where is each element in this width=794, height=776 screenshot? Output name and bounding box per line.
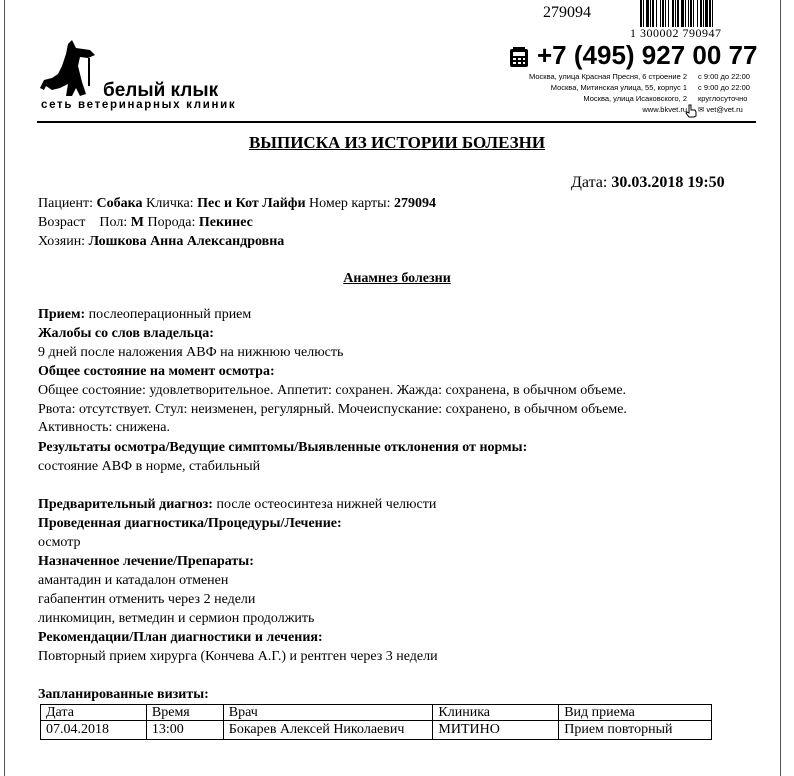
- address-line: Москва, Митинская улица, 55, корпус 1: [550, 83, 687, 92]
- treatment-line: линкомицин, ветмедин и сермион продолжить: [38, 611, 315, 626]
- diagnosis-label: Предварительный диагноз:: [38, 497, 213, 512]
- complaints-value: 9 дней после наложения АВФ на нижнюю челюсть: [38, 345, 344, 360]
- page-right-edge: [780, 0, 781, 776]
- page-left-edge: [4, 0, 5, 776]
- condition-label: [38, 364, 275, 380]
- address-line: Москва, улица Исаковского, 2: [583, 94, 687, 103]
- table-header-row: [41, 705, 712, 721]
- visits-heading: [38, 687, 209, 703]
- procedures-value: осмотр: [38, 535, 81, 550]
- visit-clinic: МИТИНО: [433, 721, 559, 740]
- card-number-value: 279094: [393, 196, 436, 211]
- barcode-text: 1 300002 790947: [630, 26, 722, 40]
- patient-label: Пациент:: [38, 196, 94, 211]
- diagnosis-line: [38, 497, 436, 513]
- visits-table: [40, 704, 712, 740]
- pet-name-label: Кличка:: [146, 196, 194, 211]
- phone-icon: [509, 46, 529, 68]
- date-label: Дата:: [571, 174, 608, 191]
- treatment-line: габапентин отменить через 2 недели: [38, 592, 256, 607]
- hours-line: с 9:00 до 22:00: [698, 83, 750, 92]
- barcode: [640, 0, 757, 27]
- visit-date: 07.04.2018: [41, 721, 147, 740]
- diagnosis-value: после остеосинтеза нижней челюсти: [216, 497, 437, 512]
- breed-label: Порода:: [147, 215, 196, 230]
- recommendations-label: [38, 630, 323, 646]
- card-number: 279094: [543, 4, 591, 21]
- procedures-label: [38, 516, 342, 532]
- barcode-stripe: [713, 0, 715, 27]
- visit-type: Прием повторный: [559, 721, 712, 740]
- patient-value: Собака: [96, 196, 143, 211]
- email-line[interactable]: [698, 104, 758, 115]
- mail-icon: ✉: [698, 105, 705, 114]
- column-header: Дата: [41, 705, 147, 721]
- column-header: Вид приема: [559, 705, 712, 721]
- column-header: Клиника: [433, 705, 559, 721]
- column-header: Время: [146, 705, 223, 721]
- hours-line: круглосуточно: [698, 94, 748, 103]
- condition-label-text: Общее состояние на момент осмотра:: [38, 364, 275, 379]
- visit-time: 13:00: [146, 721, 223, 740]
- patient-line: [38, 196, 436, 212]
- condition-line: Рвота: отсутствует. Стул: неизменен, регулярный. Мочеиспускание: сохранено, в обычном объеме.: [38, 402, 627, 417]
- owner-line: [38, 234, 284, 250]
- card-number-label: Номер карты:: [309, 196, 391, 211]
- date-line: [571, 174, 725, 192]
- complaints-label-text: Жалобы со слов владельца:: [38, 326, 214, 341]
- recommendations-value: Повторный прием хирурга (Кончева А.Г.) и рентген через 3 недели: [38, 649, 438, 664]
- sex-label: Пол:: [99, 215, 128, 230]
- date-value: 30.03.2018 19:50: [611, 174, 725, 191]
- pet-name-value: Пес и Кот Лайфи: [197, 196, 306, 211]
- reception-value: послеоперационный прием: [88, 307, 252, 322]
- condition-line: Общее состояние: удовлетворительное. Аппетит: сохранен. Жажда: сохранена, в обычном объеме.: [38, 383, 627, 398]
- visits-heading-text: Запланированные визиты:: [38, 687, 209, 702]
- dog-logo-icon: [38, 38, 98, 100]
- breed-value: Пекинес: [198, 215, 253, 230]
- recommendations-label-text: Рекомендации/План диагностики и лечения:: [38, 630, 323, 645]
- results-label: [38, 440, 527, 456]
- owner-label: Хозяин:: [38, 234, 86, 249]
- document-title: ВЫПИСКА ИЗ ИСТОРИИ БОЛЕЗНИ: [248, 133, 546, 152]
- hand-cursor-icon: [685, 104, 697, 118]
- owner-value: Лошкова Анна Александровна: [88, 234, 285, 249]
- sex-value: М: [130, 215, 144, 230]
- age-label: Возраст: [38, 215, 86, 230]
- treatment-label-text: Назначенное лечение/Препараты:: [38, 554, 254, 569]
- procedures-label-text: Проведенная диагностика/Процедуры/Лечение:: [38, 516, 342, 531]
- website-link[interactable]: www.bkvet.ru: [642, 105, 687, 114]
- age-sex-breed-line: [38, 215, 253, 231]
- treatment-label: [38, 554, 254, 570]
- reception-line: [38, 307, 251, 323]
- results-label-text: Результаты осмотра/Ведущие симптомы/Выявленные отклонения от нормы:: [38, 440, 528, 455]
- brand-subtitle: сеть ветеринарных клиник: [41, 99, 237, 111]
- treatment-line: амантадин и катадалон отменен: [38, 573, 229, 588]
- column-header: Врач: [223, 705, 433, 721]
- brand-name: белый клык: [103, 80, 219, 101]
- complaints-label: [38, 326, 214, 342]
- anamnesis-heading: Анамнез болезни: [343, 271, 451, 286]
- results-value: состояние АВФ в норме, стабильный: [38, 459, 261, 474]
- address-line: Москва, улица Красная Пресня, 6 строение 2: [529, 72, 687, 81]
- clinic-hours: [698, 71, 758, 115]
- condition-line: Активность: снижена.: [38, 420, 171, 435]
- header-divider: [37, 121, 756, 123]
- hours-line: с 9:00 до 22:00: [698, 72, 750, 81]
- email-link[interactable]: vet@vet.ru: [706, 105, 743, 114]
- visit-doctor: Бокарев Алексей Николаевич: [223, 721, 433, 740]
- reception-label: Прием:: [38, 307, 86, 322]
- clinic-addresses: [500, 71, 687, 115]
- phone-number: +7 (495) 927 00 77: [537, 40, 758, 70]
- table-row: [41, 721, 712, 740]
